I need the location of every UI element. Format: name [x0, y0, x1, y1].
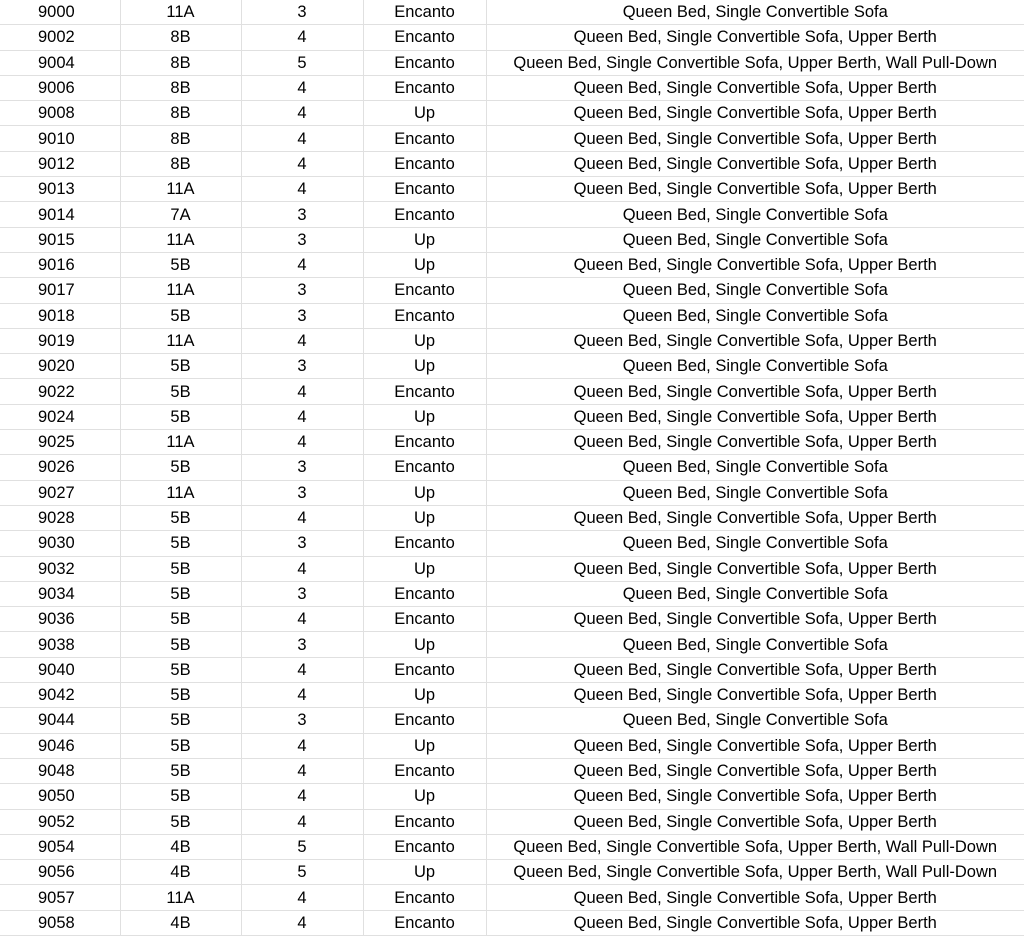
cell-bedding[interactable]: Queen Bed, Single Convertible Sofa, Upper Berth [486, 784, 1024, 809]
table-row [0, 252, 1024, 277]
cell-category[interactable]: 11A [120, 430, 241, 455]
cell-cabin-number[interactable]: 9057 [0, 885, 120, 910]
table-row [0, 885, 1024, 910]
table-row [0, 202, 1024, 227]
cell-cabin-number[interactable]: 9000 [0, 0, 120, 25]
cell-category[interactable]: 8B [120, 126, 241, 151]
cell-cabin-number[interactable]: 9038 [0, 632, 120, 657]
cell-deck[interactable]: Up [363, 227, 486, 252]
cell-deck[interactable]: Encanto [363, 809, 486, 834]
cell-cabin-number[interactable]: 9002 [0, 25, 120, 50]
cell-occupancy[interactable]: 4 [241, 126, 363, 151]
cell-category[interactable]: 5B [120, 455, 241, 480]
table-row [0, 708, 1024, 733]
table-row [0, 379, 1024, 404]
cell-category[interactable]: 5B [120, 505, 241, 530]
cell-occupancy[interactable]: 4 [241, 733, 363, 758]
cell-bedding[interactable]: Queen Bed, Single Convertible Sofa, Upper Berth [486, 328, 1024, 353]
cell-deck[interactable]: Up [363, 556, 486, 581]
cell-bedding[interactable]: Queen Bed, Single Convertible Sofa, Upper Berth [486, 683, 1024, 708]
cell-deck[interactable]: Encanto [363, 430, 486, 455]
table-row [0, 101, 1024, 126]
cell-deck[interactable]: Encanto [363, 379, 486, 404]
table-row [0, 531, 1024, 556]
cell-cabin-number[interactable]: 9044 [0, 708, 120, 733]
cell-cabin-number[interactable]: 9016 [0, 252, 120, 277]
cell-occupancy[interactable]: 3 [241, 202, 363, 227]
table-row [0, 404, 1024, 429]
cell-bedding[interactable]: Queen Bed, Single Convertible Sofa [486, 354, 1024, 379]
cell-occupancy[interactable]: 4 [241, 885, 363, 910]
table-row [0, 455, 1024, 480]
cell-category[interactable]: 5B [120, 708, 241, 733]
cell-bedding[interactable]: Queen Bed, Single Convertible Sofa, Upper Berth [486, 607, 1024, 632]
cell-occupancy[interactable]: 4 [241, 177, 363, 202]
cell-deck[interactable]: Encanto [363, 657, 486, 682]
cell-deck[interactable]: Encanto [363, 885, 486, 910]
cell-category[interactable]: 5B [120, 607, 241, 632]
cell-bedding[interactable]: Queen Bed, Single Convertible Sofa [486, 480, 1024, 505]
table-row [0, 480, 1024, 505]
cell-category[interactable]: 7A [120, 202, 241, 227]
table-row [0, 758, 1024, 783]
cell-cabin-number[interactable]: 9052 [0, 809, 120, 834]
cell-deck[interactable]: Up [363, 683, 486, 708]
cell-deck[interactable]: Up [363, 404, 486, 429]
cell-occupancy[interactable]: 5 [241, 50, 363, 75]
cell-occupancy[interactable]: 4 [241, 809, 363, 834]
cell-category[interactable]: 5B [120, 758, 241, 783]
cell-occupancy[interactable]: 3 [241, 0, 363, 25]
cell-cabin-number[interactable]: 9006 [0, 75, 120, 100]
cell-category[interactable]: 5B [120, 809, 241, 834]
cell-category[interactable]: 5B [120, 657, 241, 682]
table-row [0, 278, 1024, 303]
cell-category[interactable]: 5B [120, 632, 241, 657]
cell-occupancy[interactable]: 4 [241, 784, 363, 809]
cell-bedding[interactable]: Queen Bed, Single Convertible Sofa, Upper Berth [486, 25, 1024, 50]
cell-cabin-number[interactable]: 9058 [0, 910, 120, 935]
cell-bedding[interactable]: Queen Bed, Single Convertible Sofa, Upper Berth [486, 75, 1024, 100]
cell-bedding[interactable]: Queen Bed, Single Convertible Sofa, Upper Berth, Wall Pull-Down [486, 860, 1024, 885]
cell-deck[interactable]: Encanto [363, 303, 486, 328]
cell-cabin-number[interactable]: 9026 [0, 455, 120, 480]
cell-deck[interactable]: Encanto [363, 581, 486, 606]
cell-occupancy[interactable]: 4 [241, 430, 363, 455]
table-row [0, 809, 1024, 834]
cell-category[interactable]: 5B [120, 556, 241, 581]
cell-occupancy[interactable]: 3 [241, 480, 363, 505]
table-row [0, 632, 1024, 657]
table-row [0, 0, 1024, 25]
cell-category[interactable]: 5B [120, 531, 241, 556]
cell-bedding[interactable]: Queen Bed, Single Convertible Sofa, Upper Berth [486, 556, 1024, 581]
cell-cabin-number[interactable]: 9008 [0, 101, 120, 126]
table-row [0, 784, 1024, 809]
table-row [0, 910, 1024, 935]
cell-bedding[interactable]: Queen Bed, Single Convertible Sofa, Upper Berth [486, 885, 1024, 910]
cell-bedding[interactable]: Queen Bed, Single Convertible Sofa, Upper Berth [486, 733, 1024, 758]
cell-deck[interactable]: Encanto [363, 151, 486, 176]
cell-occupancy[interactable]: 3 [241, 632, 363, 657]
cell-deck[interactable]: Encanto [363, 126, 486, 151]
cell-deck[interactable]: Up [363, 101, 486, 126]
cell-bedding[interactable]: Queen Bed, Single Convertible Sofa, Upper Berth [486, 505, 1024, 530]
cell-occupancy[interactable]: 5 [241, 834, 363, 859]
table-row [0, 683, 1024, 708]
cell-cabin-number[interactable]: 9014 [0, 202, 120, 227]
cell-bedding[interactable]: Queen Bed, Single Convertible Sofa, Upper Berth [486, 151, 1024, 176]
table-row [0, 303, 1024, 328]
cell-category[interactable]: 5B [120, 354, 241, 379]
cell-bedding[interactable]: Queen Bed, Single Convertible Sofa, Upper Berth [486, 101, 1024, 126]
cell-occupancy[interactable]: 3 [241, 531, 363, 556]
cell-cabin-number[interactable]: 9056 [0, 860, 120, 885]
cell-deck[interactable]: Up [363, 480, 486, 505]
cell-category[interactable]: 11A [120, 0, 241, 25]
cell-deck[interactable]: Encanto [363, 758, 486, 783]
cell-cabin-number[interactable]: 9004 [0, 50, 120, 75]
table-row [0, 556, 1024, 581]
cell-cabin-number[interactable]: 9050 [0, 784, 120, 809]
cell-category[interactable]: 11A [120, 328, 241, 353]
cell-category[interactable]: 8B [120, 50, 241, 75]
cell-bedding[interactable]: Queen Bed, Single Convertible Sofa [486, 581, 1024, 606]
cell-category[interactable]: 8B [120, 75, 241, 100]
cell-cabin-number[interactable]: 9042 [0, 683, 120, 708]
cell-bedding[interactable]: Queen Bed, Single Convertible Sofa [486, 455, 1024, 480]
cell-category[interactable]: 5B [120, 303, 241, 328]
cell-cabin-number[interactable]: 9040 [0, 657, 120, 682]
cell-category[interactable]: 5B [120, 784, 241, 809]
table-row [0, 430, 1024, 455]
cell-cabin-number[interactable]: 9020 [0, 354, 120, 379]
cell-deck[interactable]: Encanto [363, 0, 486, 25]
cell-category[interactable]: 4B [120, 860, 241, 885]
cell-bedding[interactable]: Queen Bed, Single Convertible Sofa, Upper Berth [486, 809, 1024, 834]
cell-bedding[interactable]: Queen Bed, Single Convertible Sofa [486, 708, 1024, 733]
table-row [0, 50, 1024, 75]
cell-category[interactable]: 5B [120, 252, 241, 277]
cell-deck[interactable]: Encanto [363, 531, 486, 556]
cell-bedding[interactable]: Queen Bed, Single Convertible Sofa [486, 278, 1024, 303]
cell-cabin-number[interactable]: 9032 [0, 556, 120, 581]
cell-cabin-number[interactable]: 9030 [0, 531, 120, 556]
cell-bedding[interactable]: Queen Bed, Single Convertible Sofa, Upper Berth [486, 657, 1024, 682]
cell-cabin-number[interactable]: 9025 [0, 430, 120, 455]
cell-deck[interactable]: Up [363, 784, 486, 809]
cell-occupancy[interactable]: 4 [241, 328, 363, 353]
cell-bedding[interactable]: Queen Bed, Single Convertible Sofa [486, 202, 1024, 227]
cell-category[interactable]: 11A [120, 278, 241, 303]
cell-cabin-number[interactable]: 9015 [0, 227, 120, 252]
cell-bedding[interactable]: Queen Bed, Single Convertible Sofa, Upper Berth, Wall Pull-Down [486, 50, 1024, 75]
table-row [0, 860, 1024, 885]
cell-bedding[interactable]: Queen Bed, Single Convertible Sofa [486, 227, 1024, 252]
cell-bedding[interactable]: Queen Bed, Single Convertible Sofa, Upper Berth [486, 379, 1024, 404]
cell-deck[interactable]: Encanto [363, 910, 486, 935]
table-row [0, 354, 1024, 379]
cell-deck[interactable]: Encanto [363, 177, 486, 202]
cell-occupancy[interactable]: 4 [241, 25, 363, 50]
cell-cabin-number[interactable]: 9013 [0, 177, 120, 202]
cell-bedding[interactable]: Queen Bed, Single Convertible Sofa [486, 632, 1024, 657]
cell-deck[interactable]: Up [363, 354, 486, 379]
table-row [0, 607, 1024, 632]
cell-deck[interactable]: Encanto [363, 278, 486, 303]
cell-cabin-number[interactable]: 9018 [0, 303, 120, 328]
cell-category[interactable]: 8B [120, 101, 241, 126]
cell-deck[interactable]: Encanto [363, 607, 486, 632]
table-row [0, 505, 1024, 530]
cell-deck[interactable]: Encanto [363, 708, 486, 733]
cell-occupancy[interactable]: 4 [241, 101, 363, 126]
cell-cabin-number[interactable]: 9010 [0, 126, 120, 151]
cell-occupancy[interactable]: 4 [241, 556, 363, 581]
table-row [0, 733, 1024, 758]
cell-occupancy[interactable]: 3 [241, 278, 363, 303]
cell-category[interactable]: 4B [120, 834, 241, 859]
cell-occupancy[interactable]: 4 [241, 607, 363, 632]
cell-occupancy[interactable]: 4 [241, 683, 363, 708]
cell-occupancy[interactable]: 4 [241, 151, 363, 176]
cell-cabin-number[interactable]: 9012 [0, 151, 120, 176]
cell-deck[interactable]: Encanto [363, 834, 486, 859]
cell-category[interactable]: 5B [120, 379, 241, 404]
cell-occupancy[interactable]: 4 [241, 379, 363, 404]
cell-category[interactable]: 5B [120, 733, 241, 758]
cell-category[interactable]: 4B [120, 910, 241, 935]
cell-bedding[interactable]: Queen Bed, Single Convertible Sofa [486, 303, 1024, 328]
cell-category[interactable]: 8B [120, 151, 241, 176]
cell-cabin-number[interactable]: 9034 [0, 581, 120, 606]
table-row [0, 25, 1024, 50]
table-row [0, 151, 1024, 176]
cell-cabin-number[interactable]: 9046 [0, 733, 120, 758]
cell-occupancy[interactable]: 4 [241, 910, 363, 935]
cell-bedding[interactable]: Queen Bed, Single Convertible Sofa, Upper Berth [486, 252, 1024, 277]
cell-deck[interactable]: Encanto [363, 455, 486, 480]
cell-occupancy[interactable]: 5 [241, 860, 363, 885]
cell-deck[interactable]: Up [363, 733, 486, 758]
cell-occupancy[interactable]: 4 [241, 657, 363, 682]
cell-bedding[interactable]: Queen Bed, Single Convertible Sofa, Upper Berth [486, 404, 1024, 429]
cell-occupancy[interactable]: 3 [241, 354, 363, 379]
cell-category[interactable]: 5B [120, 404, 241, 429]
cell-category[interactable]: 11A [120, 885, 241, 910]
table-row [0, 177, 1024, 202]
cell-bedding[interactable]: Queen Bed, Single Convertible Sofa, Upper Berth [486, 758, 1024, 783]
cell-category[interactable]: 8B [120, 25, 241, 50]
table-row [0, 657, 1024, 682]
cell-occupancy[interactable]: 4 [241, 75, 363, 100]
cell-occupancy[interactable]: 4 [241, 252, 363, 277]
cell-occupancy[interactable]: 4 [241, 404, 363, 429]
table-row [0, 581, 1024, 606]
cell-cabin-number[interactable]: 9054 [0, 834, 120, 859]
cell-occupancy[interactable]: 3 [241, 227, 363, 252]
table-row [0, 126, 1024, 151]
cell-occupancy[interactable]: 3 [241, 303, 363, 328]
cell-deck[interactable]: Up [363, 860, 486, 885]
cell-bedding[interactable]: Queen Bed, Single Convertible Sofa [486, 531, 1024, 556]
cell-deck[interactable]: Encanto [363, 202, 486, 227]
cell-bedding[interactable]: Queen Bed, Single Convertible Sofa, Upper Berth, Wall Pull-Down [486, 834, 1024, 859]
table-row [0, 328, 1024, 353]
table-row [0, 834, 1024, 859]
cell-deck[interactable]: Up [363, 632, 486, 657]
cell-occupancy[interactable]: 4 [241, 758, 363, 783]
cell-cabin-number[interactable]: 9048 [0, 758, 120, 783]
cell-bedding[interactable]: Queen Bed, Single Convertible Sofa, Upper Berth [486, 177, 1024, 202]
cell-cabin-number[interactable]: 9027 [0, 480, 120, 505]
cell-deck[interactable]: Up [363, 328, 486, 353]
cell-category[interactable]: 11A [120, 480, 241, 505]
cell-bedding[interactable]: Queen Bed, Single Convertible Sofa, Upper Berth [486, 430, 1024, 455]
cell-category[interactable]: 5B [120, 683, 241, 708]
cell-bedding[interactable]: Queen Bed, Single Convertible Sofa [486, 0, 1024, 25]
cell-deck[interactable]: Up [363, 252, 486, 277]
cell-cabin-number[interactable]: 9028 [0, 505, 120, 530]
cell-category[interactable]: 11A [120, 227, 241, 252]
cell-deck[interactable]: Up [363, 505, 486, 530]
cell-deck[interactable]: Encanto [363, 50, 486, 75]
cell-bedding[interactable]: Queen Bed, Single Convertible Sofa, Upper Berth [486, 126, 1024, 151]
cell-cabin-number[interactable]: 9036 [0, 607, 120, 632]
cell-deck[interactable]: Encanto [363, 75, 486, 100]
cell-deck[interactable]: Encanto [363, 25, 486, 50]
cell-occupancy[interactable]: 3 [241, 708, 363, 733]
table-row [0, 227, 1024, 252]
cell-cabin-number[interactable]: 9022 [0, 379, 120, 404]
cell-occupancy[interactable]: 3 [241, 581, 363, 606]
cell-occupancy[interactable]: 3 [241, 455, 363, 480]
cell-cabin-number[interactable]: 9019 [0, 328, 120, 353]
cell-category[interactable]: 11A [120, 177, 241, 202]
cell-category[interactable]: 5B [120, 581, 241, 606]
cell-cabin-number[interactable]: 9024 [0, 404, 120, 429]
cell-occupancy[interactable]: 4 [241, 505, 363, 530]
cell-bedding[interactable]: Queen Bed, Single Convertible Sofa, Upper Berth [486, 910, 1024, 935]
cell-cabin-number[interactable]: 9017 [0, 278, 120, 303]
table-row [0, 75, 1024, 100]
